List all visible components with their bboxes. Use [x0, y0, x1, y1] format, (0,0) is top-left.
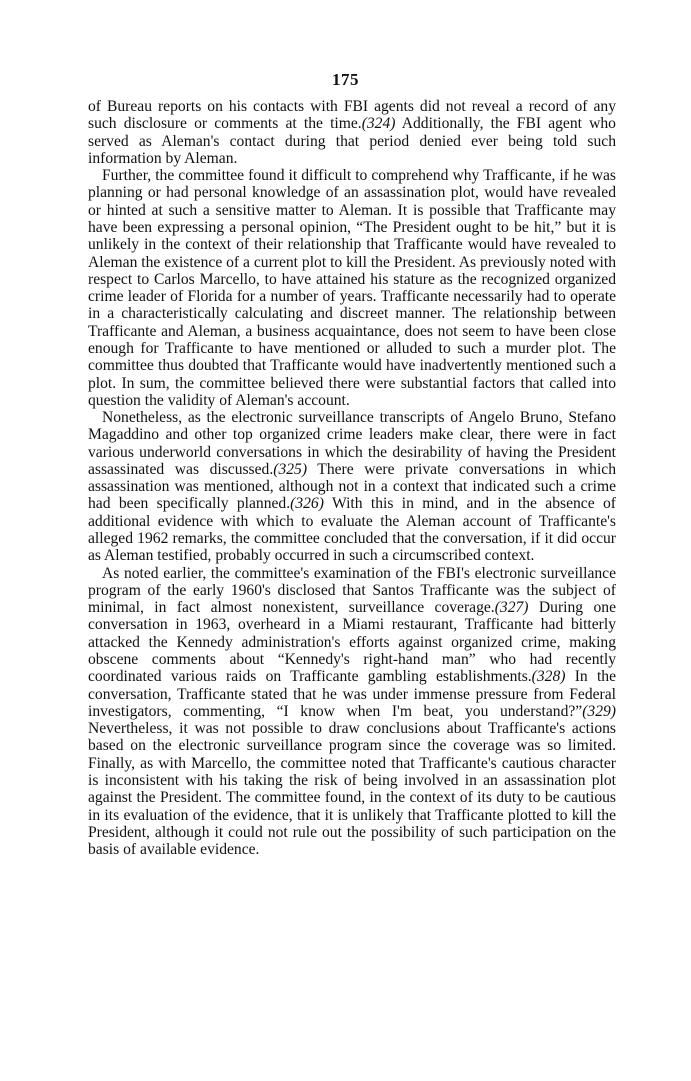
- page-number: 175: [332, 70, 359, 89]
- paragraph-text: Additionally, the FBI agent who served as Aleman's contact during that period denied ever being told such information by Aleman.: [88, 115, 616, 167]
- footnote-reference: (324): [361, 115, 396, 133]
- paragraph: [88, 98, 616, 167]
- paragraph-text: Nonetheless, as the electronic surveillance transcripts of Angelo Bruno, Stefano Magaddino and other top organized crime leaders make clear, there were in fact various underworld conversations in which the desirability of having the President assassinated was discussed.: [88, 409, 616, 478]
- paragraph-text: As noted earlier, the committee's examination of the FBI's electronic surveillance program of the early 1960's disclosed that Santos Trafficante was the subject of minimal, in fact almost nonexistent, surveillance coverage.: [88, 564, 616, 617]
- footnote-reference: (325): [273, 460, 308, 478]
- paragraph-text: Further, the committee found it difficult to comprehend why Trafficante, if he was planning or had personal knowledge of an assassination plot, would have revealed or hinted at such a sensitive matter to Aleman. It is possible that Trafficante may have been expressing a personal opinion, “The President ought to be hit,” but it is unlikely in the context of their relationship that Trafficante would have revealed to Aleman the existence of a current plot to kill the President. As previously noted with respect to Carlos Marcello, to have attained his stature as the recognized organized crime leader of Florida for a number of years. Trafficante necessarily had to operate in a characteristically calculating and discreet manner. The relationship between Trafficante and Aleman, a business acquaintance, does not seem to have been close enough for Trafficante to have mentioned or alluded to such a murder plot. The committee thus doubted that Trafficante would have inadvertently mentioned such a plot. In sum, the committee believed there were substantial factors that called into question the validity of Aleman's account.: [88, 167, 616, 409]
- footnote-reference: (328): [531, 668, 566, 686]
- paragraph-text: With this in mind, and in the absence of additional evidence with which to evaluate the Aleman account of Trafficante's alleged 1962 remarks, the committee concluded that the conversation, if it did occur as Aleman testified, probably occurred in such a circumscribed context.: [88, 495, 616, 565]
- paragraph-text: In the conversation, Trafficante stated that he was under immense pressure from Federal investigators, commenting, “I know when I'm beat, you understand?”: [88, 668, 616, 720]
- paragraph: [88, 565, 616, 859]
- paragraph-text: of Bureau reports on his contacts with FBI agents did not reveal a record of any such disclosure or comments at the time.: [88, 98, 616, 133]
- paragraph: [88, 167, 616, 409]
- paragraph: [88, 409, 616, 565]
- paragraph-text: There were private conversations in which assassination was mentioned, although not in a context that indicated such a crime had been specifically planned.: [88, 460, 616, 513]
- body-text: [88, 98, 616, 858]
- footnote-reference: (326): [290, 495, 324, 513]
- footnote-reference: (329): [582, 702, 616, 720]
- paragraph-text: During one conversation in 1963, overheard in a Miami restaurant, Trafficante had bitterly attacked the Kennedy administration's efforts against organized crime, making obscene comments about “Kennedy's right-hand man” who had recently coordinated various raids on Trafficante gambling establishments.: [88, 599, 616, 686]
- footnote-reference: (327): [494, 599, 529, 617]
- paragraph-text: Nevertheless, it was not possible to draw conclusions about Trafficante's actions based on the electronic surveillance program since the coverage was so limited. Finally, as with Marcello, the committee noted that Trafficante's cautious character is inconsistent with his taking the risk of being involved in an assassination plot against the President. The committee found, in the context of its duty to be cautious in its evaluation of the evidence, that it is unlikely that Trafficante plotted to kill the President, although it could not rule out the possibility of such participation on the basis of available evidence.: [88, 720, 616, 859]
